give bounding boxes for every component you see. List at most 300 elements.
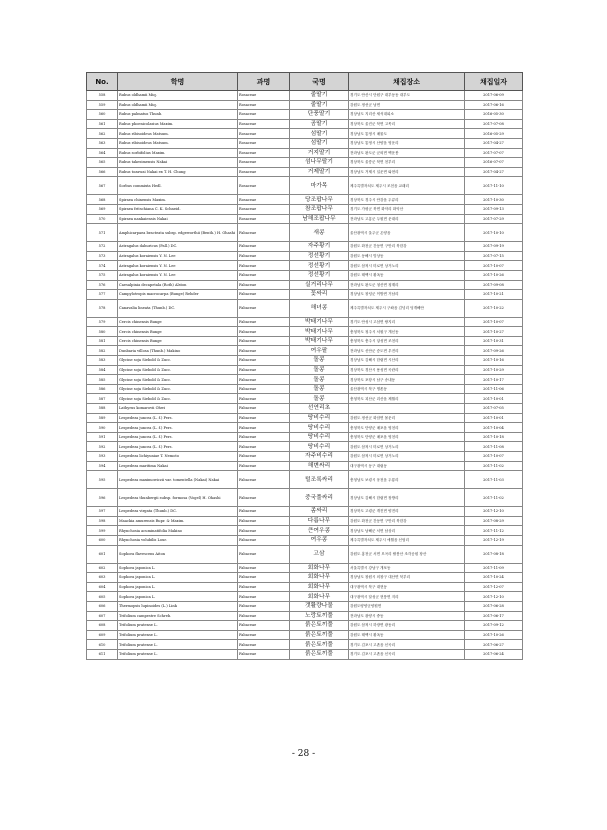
cell-scientific-name: Rubus oldhamii Miq.: [118, 100, 238, 110]
cell-no: 587: [87, 394, 118, 404]
cell-family: Fabaceae: [238, 413, 290, 423]
cell-collection-date: 2017-06-28: [465, 601, 523, 611]
cell-collection-date: 2017-07-08: [465, 119, 523, 129]
cell-family: Fabaceae: [238, 507, 290, 517]
table-row: [87, 110, 523, 120]
cell-korean-name: 갯활량나물: [290, 601, 349, 611]
table-row: [87, 100, 523, 110]
cell-no: 610: [87, 640, 118, 650]
cell-scientific-name: Cercis chinensis Bunge: [118, 327, 238, 337]
cell-collection-date: 2017-10-18: [465, 432, 523, 442]
cell-no: 561: [87, 119, 118, 129]
cell-korean-name: 정선황기: [290, 251, 349, 261]
cell-family: Fabaceae: [238, 346, 290, 356]
table-row: [87, 290, 523, 300]
cell-collection-site: 충청북도 단양군 매포읍 영천리: [349, 423, 465, 433]
cell-collection-site: 제주특별자치도 제주시 조천읍 교래리: [349, 177, 465, 195]
header-scientific-name: 학명: [118, 73, 238, 91]
cell-korean-name: 돌콩: [290, 375, 349, 385]
table-row: [87, 261, 523, 271]
cell-family: Fabaceae: [238, 224, 290, 242]
cell-scientific-name: Cercis chinensis Bunge: [118, 317, 238, 327]
cell-collection-site: 강원도 홍천군 서면 모곡리 팔봉산 조각공원 장산: [349, 545, 465, 563]
cell-collection-site: 경상남도 창녕군 이방면 거남리: [349, 290, 465, 300]
cell-family: Fabaceae: [238, 526, 290, 536]
cell-scientific-name: Rubus phoenicolasius Maxim.: [118, 119, 238, 129]
cell-family: Fabaceae: [238, 640, 290, 650]
cell-scientific-name: Trifolium campestre Schreb.: [118, 611, 238, 621]
cell-scientific-name: Caesalpinia decapetala (Roth) Alston: [118, 280, 238, 290]
cell-collection-date: 2017-11-06: [465, 384, 523, 394]
cell-scientific-name: Canavalia lineata (Thunb.) DC.: [118, 299, 238, 317]
cell-no: 575: [87, 270, 118, 280]
cell-no: 608: [87, 621, 118, 631]
cell-collection-date: 2017-04-27: [465, 167, 523, 177]
cell-family: Rosaceae: [238, 195, 290, 205]
cell-family: Fabaceae: [238, 280, 290, 290]
cell-family: Fabaceae: [238, 423, 290, 433]
cell-collection-site: 경상남도 거제시 일운면 와현리: [349, 167, 465, 177]
cell-no: 564: [87, 148, 118, 158]
table-row: [87, 516, 523, 526]
cell-collection-site: 전라남도 신안군 증도면 우전리: [349, 346, 465, 356]
cell-korean-name: 회화나무: [290, 563, 349, 573]
cell-family: Fabaceae: [238, 621, 290, 631]
cell-family: Fabaceae: [238, 251, 290, 261]
cell-scientific-name: Maackia amurensis Rupr. & Maxim.: [118, 516, 238, 526]
cell-family: Fabaceae: [238, 573, 290, 583]
cell-family: Fabaceae: [238, 471, 290, 489]
cell-korean-name: 털조록싸리: [290, 471, 349, 489]
specimen-table: [86, 72, 523, 660]
cell-scientific-name: Glycine soja Siebold & Zucc.: [118, 365, 238, 375]
cell-korean-name: 돌콩: [290, 356, 349, 366]
cell-family: Fabaceae: [238, 452, 290, 462]
cell-scientific-name: Sophora japonica L.: [118, 582, 238, 592]
cell-family: Rosaceae: [238, 110, 290, 120]
cell-scientific-name: Lespedeza virgata (Thunb.) DC.: [118, 507, 238, 517]
cell-no: 599: [87, 526, 118, 536]
cell-no: 583: [87, 356, 118, 366]
cell-collection-date: 2017-07-29: [465, 214, 523, 224]
table-row: [87, 336, 523, 346]
cell-scientific-name: Lespedeza juncea (L. f.) Pers.: [118, 442, 238, 452]
cell-family: Rosaceae: [238, 177, 290, 195]
cell-family: Rosaceae: [238, 158, 290, 168]
cell-collection-date: 2017-10-29: [465, 365, 523, 375]
cell-collection-site: 경상남도 통영시 산양읍 영운리: [349, 138, 465, 148]
cell-family: Fabaceae: [238, 299, 290, 317]
cell-korean-name: 돌콩: [290, 394, 349, 404]
cell-scientific-name: Glycine soja Siebold & Zucc.: [118, 394, 238, 404]
cell-collection-date: 2017-10-26: [465, 270, 523, 280]
cell-family: Fabaceae: [238, 394, 290, 404]
cell-family: Fabaceae: [238, 649, 290, 659]
cell-no: 560: [87, 110, 118, 120]
cell-collection-date: 2017-10-21: [465, 290, 523, 300]
cell-korean-name: 회화나무: [290, 592, 349, 602]
cell-korean-name: 땅비수리: [290, 432, 349, 442]
cell-korean-name: 노랑토끼풀: [290, 611, 349, 621]
cell-collection-site: 경기도 안산시 단원구 대부동동 대부도: [349, 91, 465, 101]
cell-collection-site: 울산광역시 울주군 온양읍: [349, 224, 465, 242]
cell-no: 590: [87, 423, 118, 433]
cell-collection-site: 강원도 동해시 망상동: [349, 251, 465, 261]
table-row: [87, 640, 523, 650]
cell-family: Fabaceae: [238, 384, 290, 394]
cell-family: Rosaceae: [238, 148, 290, 158]
cell-collection-date: 2017-06-16: [465, 100, 523, 110]
cell-korean-name: 자주비수리: [290, 452, 349, 462]
cell-family: Rosaceae: [238, 91, 290, 101]
cell-no: 596: [87, 489, 118, 507]
cell-family: Fabaceae: [238, 242, 290, 252]
cell-collection-site: 서울특별시 강남구 개포동: [349, 563, 465, 573]
cell-korean-name: 단풍딸기: [290, 110, 349, 120]
table-row: [87, 601, 523, 611]
cell-collection-date: 2017-10-10: [465, 224, 523, 242]
table-row: [87, 621, 523, 631]
cell-korean-name: 다릅나무: [290, 516, 349, 526]
cell-scientific-name: Lespedeza maximowiczii var. tomentella (Nakai) Nakai: [118, 471, 238, 489]
table-row: [87, 423, 523, 433]
cell-collection-site: 강원도 화천군 간동면 구만리 북한강: [349, 516, 465, 526]
table-row: [87, 471, 523, 489]
cell-family: Fabaceae: [238, 592, 290, 602]
cell-scientific-name: Lespedeza maritima Nakai: [118, 461, 238, 471]
cell-collection-site: 강원도 삼척시 미로면 상거노리: [349, 442, 465, 452]
cell-family: Fabaceae: [238, 545, 290, 563]
cell-collection-date: 2016-07-07: [465, 158, 523, 168]
cell-scientific-name: Lespedeza juncea (L. f.) Pers.: [118, 432, 238, 442]
table-row: [87, 452, 523, 462]
cell-korean-name: 마가목: [290, 177, 349, 195]
cell-family: Fabaceae: [238, 290, 290, 300]
cell-collection-date: 2017-09-13: [465, 204, 523, 214]
cell-scientific-name: Cercis chinensis Bunge: [118, 336, 238, 346]
cell-scientific-name: Rubus oldhamii Miq.: [118, 91, 238, 101]
cell-collection-date: 2017-10-04: [465, 423, 523, 433]
cell-no: 584: [87, 365, 118, 375]
cell-korean-name: 줄딸기: [290, 100, 349, 110]
cell-scientific-name: Glycine soja Siebold & Zucc.: [118, 356, 238, 366]
cell-family: Fabaceae: [238, 630, 290, 640]
cell-korean-name: 박태기나무: [290, 336, 349, 346]
cell-collection-date: 2017-10-07: [465, 317, 523, 327]
cell-family: Fabaceae: [238, 270, 290, 280]
cell-korean-name: 참조팝나무: [290, 204, 349, 214]
cell-no: 559: [87, 100, 118, 110]
cell-scientific-name: Lathyrus komarovii Ohwi: [118, 404, 238, 414]
cell-collection-date: 2017-12-10: [465, 592, 523, 602]
cell-collection-date: 2017-08-18: [465, 545, 523, 563]
cell-collection-date: 2017-10-07: [465, 452, 523, 462]
cell-collection-date: 2017-07-15: [465, 251, 523, 261]
cell-no: 592: [87, 442, 118, 452]
cell-no: 594: [87, 461, 118, 471]
cell-scientific-name: Thermopsis lupinoides (L.) Link: [118, 601, 238, 611]
cell-korean-name: 새콩: [290, 224, 349, 242]
cell-scientific-name: Glycine soja Siebold & Zucc.: [118, 384, 238, 394]
cell-scientific-name: Glycine soja Siebold & Zucc.: [118, 375, 238, 385]
cell-no: 567: [87, 177, 118, 195]
table-row: [87, 563, 523, 573]
cell-scientific-name: Trifolium pratense L.: [118, 630, 238, 640]
cell-korean-name: 붉은토끼풀: [290, 649, 349, 659]
cell-no: 586: [87, 384, 118, 394]
cell-collection-date: 2017-12-10: [465, 507, 523, 517]
cell-korean-name: 붉은토끼풀: [290, 630, 349, 640]
cell-korean-name: 고삼: [290, 545, 349, 563]
cell-collection-site: 경상남도 지리산 세석대피소: [349, 110, 465, 120]
table-row: [87, 545, 523, 563]
cell-collection-site: 경상남도 창원시 의창구 대산면 북부리: [349, 573, 465, 583]
cell-scientific-name: Rubus ribisoideus Matsum.: [118, 129, 238, 139]
cell-collection-site: [349, 404, 465, 414]
cell-family: Fabaceae: [238, 601, 290, 611]
cell-korean-name: 땅비수리: [290, 442, 349, 452]
cell-scientific-name: Sophora japonica L.: [118, 563, 238, 573]
cell-no: 597: [87, 507, 118, 517]
cell-collection-date: 2017-11-09: [465, 563, 523, 573]
cell-collection-date: 2017-06-27: [465, 640, 523, 650]
header-collection-date: 채집일자: [465, 73, 523, 91]
cell-collection-site: 강원도 삼척시 미로면 상거노리: [349, 261, 465, 271]
cell-korean-name: 거지딸기: [290, 148, 349, 158]
table-row: [87, 507, 523, 517]
header-collection-site: 채집장소: [349, 73, 465, 91]
table-row: [87, 384, 523, 394]
cell-korean-name: 섬딸기: [290, 129, 349, 139]
cell-collection-date: 2017-10-01: [465, 394, 523, 404]
cell-collection-site: 경상북도 경주시 안강읍 두류리: [349, 195, 465, 205]
cell-family: Fabaceae: [238, 404, 290, 414]
cell-scientific-name: Amphicarpaea bracteata subsp. edgeworthii (Benth.) H. Ohashi: [118, 224, 238, 242]
cell-family: Fabaceae: [238, 365, 290, 375]
cell-no: 562: [87, 129, 118, 139]
cell-korean-name: 당조팝나무: [290, 195, 349, 205]
cell-collection-date: 2016-05-29: [465, 129, 523, 139]
cell-korean-name: 정선황기: [290, 270, 349, 280]
table-row: [87, 346, 523, 356]
cell-collection-site: 대구광역시 북구 대현동: [349, 582, 465, 592]
cell-collection-site: 충청북도 단양군 매포읍 영천리: [349, 432, 465, 442]
cell-family: Rosaceae: [238, 214, 290, 224]
cell-collection-site: 충청북도 청주시 서원구 개신동: [349, 327, 465, 337]
table-row: [87, 432, 523, 442]
cell-collection-date: 2017-07-07: [465, 148, 523, 158]
table-row: [87, 442, 523, 452]
cell-korean-name: 땅비수리: [290, 413, 349, 423]
table-row: [87, 242, 523, 252]
cell-collection-site: 경상북도 울진군 북면 고목리: [349, 119, 465, 129]
cell-collection-date: 2017-06-09: [465, 91, 523, 101]
cell-no: 600: [87, 535, 118, 545]
cell-collection-site: 경기도 김포시 고촌읍 신곡리: [349, 640, 465, 650]
cell-korean-name: 돌콩: [290, 384, 349, 394]
cell-no: 603: [87, 573, 118, 583]
cell-korean-name: 회화나무: [290, 582, 349, 592]
cell-no: 568: [87, 195, 118, 205]
cell-no: 609: [87, 630, 118, 640]
cell-collection-date: 2017-10-26: [465, 630, 523, 640]
cell-scientific-name: Spiraea nankaiensis Nakai: [118, 214, 238, 224]
table-row: [87, 167, 523, 177]
table-row: [87, 489, 523, 507]
table-row: [87, 582, 523, 592]
header-family: 과명: [238, 73, 290, 91]
cell-korean-name: 꽃싸리: [290, 290, 349, 300]
cell-no: 572: [87, 242, 118, 252]
cell-collection-site: 경상북도 경산시 용성면 곡란리: [349, 365, 465, 375]
cell-family: Fabaceae: [238, 611, 290, 621]
cell-scientific-name: Spiraea fritschiana C. K. Schneid.: [118, 204, 238, 214]
cell-collection-site: 전라남도 광양시 중동: [349, 611, 465, 621]
cell-collection-date: 2017-08-29: [465, 516, 523, 526]
cell-scientific-name: Rubus ribisoideus Matsum.: [118, 138, 238, 148]
cell-korean-name: 곰딸기: [290, 119, 349, 129]
cell-scientific-name: Spiraea chinensis Maxim.: [118, 195, 238, 205]
cell-korean-name: 박태기나무: [290, 317, 349, 327]
cell-scientific-name: Rubus tozawai Nakai ex T. H. Chung: [118, 167, 238, 177]
cell-no: 566: [87, 167, 118, 177]
cell-scientific-name: Sophora japonica L.: [118, 592, 238, 602]
page-number: - 28 -: [291, 749, 316, 759]
cell-collection-date: 2017-11-02: [465, 489, 523, 507]
cell-scientific-name: Astragalus koraiensis Y. N. Lee: [118, 270, 238, 280]
cell-scientific-name: Trifolium pratense L.: [118, 649, 238, 659]
cell-scientific-name: Lespedeza juncea (L. f.) Pers.: [118, 413, 238, 423]
cell-korean-name: 붉은토끼풀: [290, 640, 349, 650]
cell-scientific-name: Sophora japonica L.: [118, 573, 238, 583]
cell-family: Rosaceae: [238, 138, 290, 148]
table-row: [87, 592, 523, 602]
cell-collection-site: 강원도양양군양원면: [349, 601, 465, 611]
table-row: [87, 204, 523, 214]
table-row: [87, 158, 523, 168]
cell-family: Fabaceae: [238, 327, 290, 337]
header-no: No.: [87, 73, 118, 91]
cell-no: 611: [87, 649, 118, 659]
cell-scientific-name: Rubus takesimensis Nakai: [118, 158, 238, 168]
cell-family: Fabaceae: [238, 375, 290, 385]
cell-collection-site: 대구광역시 달성군 현풍면 지리: [349, 592, 465, 602]
cell-scientific-name: Trifolium pratense L.: [118, 640, 238, 650]
cell-no: 606: [87, 601, 118, 611]
cell-no: 558: [87, 91, 118, 101]
cell-scientific-name: Sophora flavescens Aiton: [118, 545, 238, 563]
cell-collection-date: 2017-04-27: [465, 138, 523, 148]
table-row: [87, 413, 523, 423]
cell-collection-date: 2017-10-30: [465, 195, 523, 205]
cell-scientific-name: Trifolium pratense L.: [118, 621, 238, 631]
table-row: [87, 251, 523, 261]
specimen-table-wrapper: [86, 72, 522, 660]
cell-scientific-name: Rubus palmatus Thunb.: [118, 110, 238, 120]
cell-family: Rosaceae: [238, 119, 290, 129]
cell-no: 588: [87, 404, 118, 414]
cell-family: Fabaceae: [238, 535, 290, 545]
cell-scientific-name: Rubus sorbifolius Maxim.: [118, 148, 238, 158]
cell-collection-site: 강원도 삼척시 하장면 광동리: [349, 621, 465, 631]
cell-collection-date: 2017-12-07: [465, 582, 523, 592]
cell-family: Rosaceae: [238, 204, 290, 214]
table-row: [87, 317, 523, 327]
cell-no: 607: [87, 611, 118, 621]
table-row: [87, 327, 523, 337]
cell-collection-site: 전라남도 고흥군 두원면 운대리: [349, 214, 465, 224]
cell-no: 577: [87, 290, 118, 300]
cell-scientific-name: Rhynchosia acuminatifolia Makino: [118, 526, 238, 536]
cell-scientific-name: Campylotropis macrocarpa (Bunge) Rehder: [118, 290, 238, 300]
table-row: [87, 365, 523, 375]
cell-collection-site: 경상남도 김해시 한림면 장방리: [349, 489, 465, 507]
cell-collection-date: 2017-09-08: [465, 280, 523, 290]
table-row: [87, 535, 523, 545]
cell-no: 585: [87, 375, 118, 385]
cell-collection-site: 강원도 정선군 화암면 몰운리: [349, 413, 465, 423]
cell-no: 580: [87, 327, 118, 337]
cell-collection-site: 경기도 안성시 고삼면 쌍지리: [349, 317, 465, 327]
cell-korean-name: 회화나무: [290, 573, 349, 583]
cell-korean-name: 실거리나무: [290, 280, 349, 290]
cell-collection-date: 2017-11-10: [465, 177, 523, 195]
cell-collection-site: 경상남도 통영시 매물도: [349, 129, 465, 139]
cell-korean-name: 중국풀싸리: [290, 489, 349, 507]
table-row: [87, 375, 523, 385]
cell-korean-name: 정선황기: [290, 261, 349, 271]
table-row: [87, 573, 523, 583]
cell-korean-name: 남해조팝나무: [290, 214, 349, 224]
table-row: [87, 129, 523, 139]
cell-collection-date: 2017-06-17: [465, 611, 523, 621]
cell-collection-site: 충청남도 보령시 웅천읍 두룡리: [349, 471, 465, 489]
cell-no: 595: [87, 471, 118, 489]
cell-no: 565: [87, 158, 118, 168]
table-row: [87, 214, 523, 224]
table-row: [87, 138, 523, 148]
cell-scientific-name: Sorbus commixta Hedl.: [118, 177, 238, 195]
cell-family: Fabaceae: [238, 461, 290, 471]
cell-collection-site: 경상북도 고령군 개진면 양전리: [349, 507, 465, 517]
cell-family: Rosaceae: [238, 100, 290, 110]
cell-no: 579: [87, 317, 118, 327]
cell-collection-site: 전라남도 완도군 청산면 청계리: [349, 280, 465, 290]
cell-collection-site: 강원도 정선군 남면: [349, 100, 465, 110]
cell-no: 574: [87, 261, 118, 271]
table-row: [87, 461, 523, 471]
cell-collection-date: 2017-11-08: [465, 442, 523, 452]
table-row: [87, 148, 523, 158]
cell-korean-name: 섬딸기: [290, 138, 349, 148]
cell-collection-site: 경상남도 남해군 서면 남상리: [349, 526, 465, 536]
cell-scientific-name: Astragalus koraiensis Y. N. Lee: [118, 251, 238, 261]
table-row: [87, 630, 523, 640]
cell-korean-name: 해녀콩: [290, 299, 349, 317]
cell-no: 571: [87, 224, 118, 242]
cell-collection-site: 충청북도 충주시 앙성면 조천리: [349, 336, 465, 346]
cell-korean-name: 선연리초: [290, 404, 349, 414]
cell-collection-date: 2017-09-12: [465, 621, 523, 631]
cell-korean-name: 돌콩: [290, 365, 349, 375]
cell-no: 593: [87, 452, 118, 462]
cell-collection-site: 대구광역시 동구 대림동: [349, 461, 465, 471]
cell-collection-site: 경상북도 울릉군 북면 천부리: [349, 158, 465, 168]
cell-no: 598: [87, 516, 118, 526]
cell-collection-date: 2017-11-12: [465, 526, 523, 536]
cell-no: 601: [87, 545, 118, 563]
cell-no: 578: [87, 299, 118, 317]
